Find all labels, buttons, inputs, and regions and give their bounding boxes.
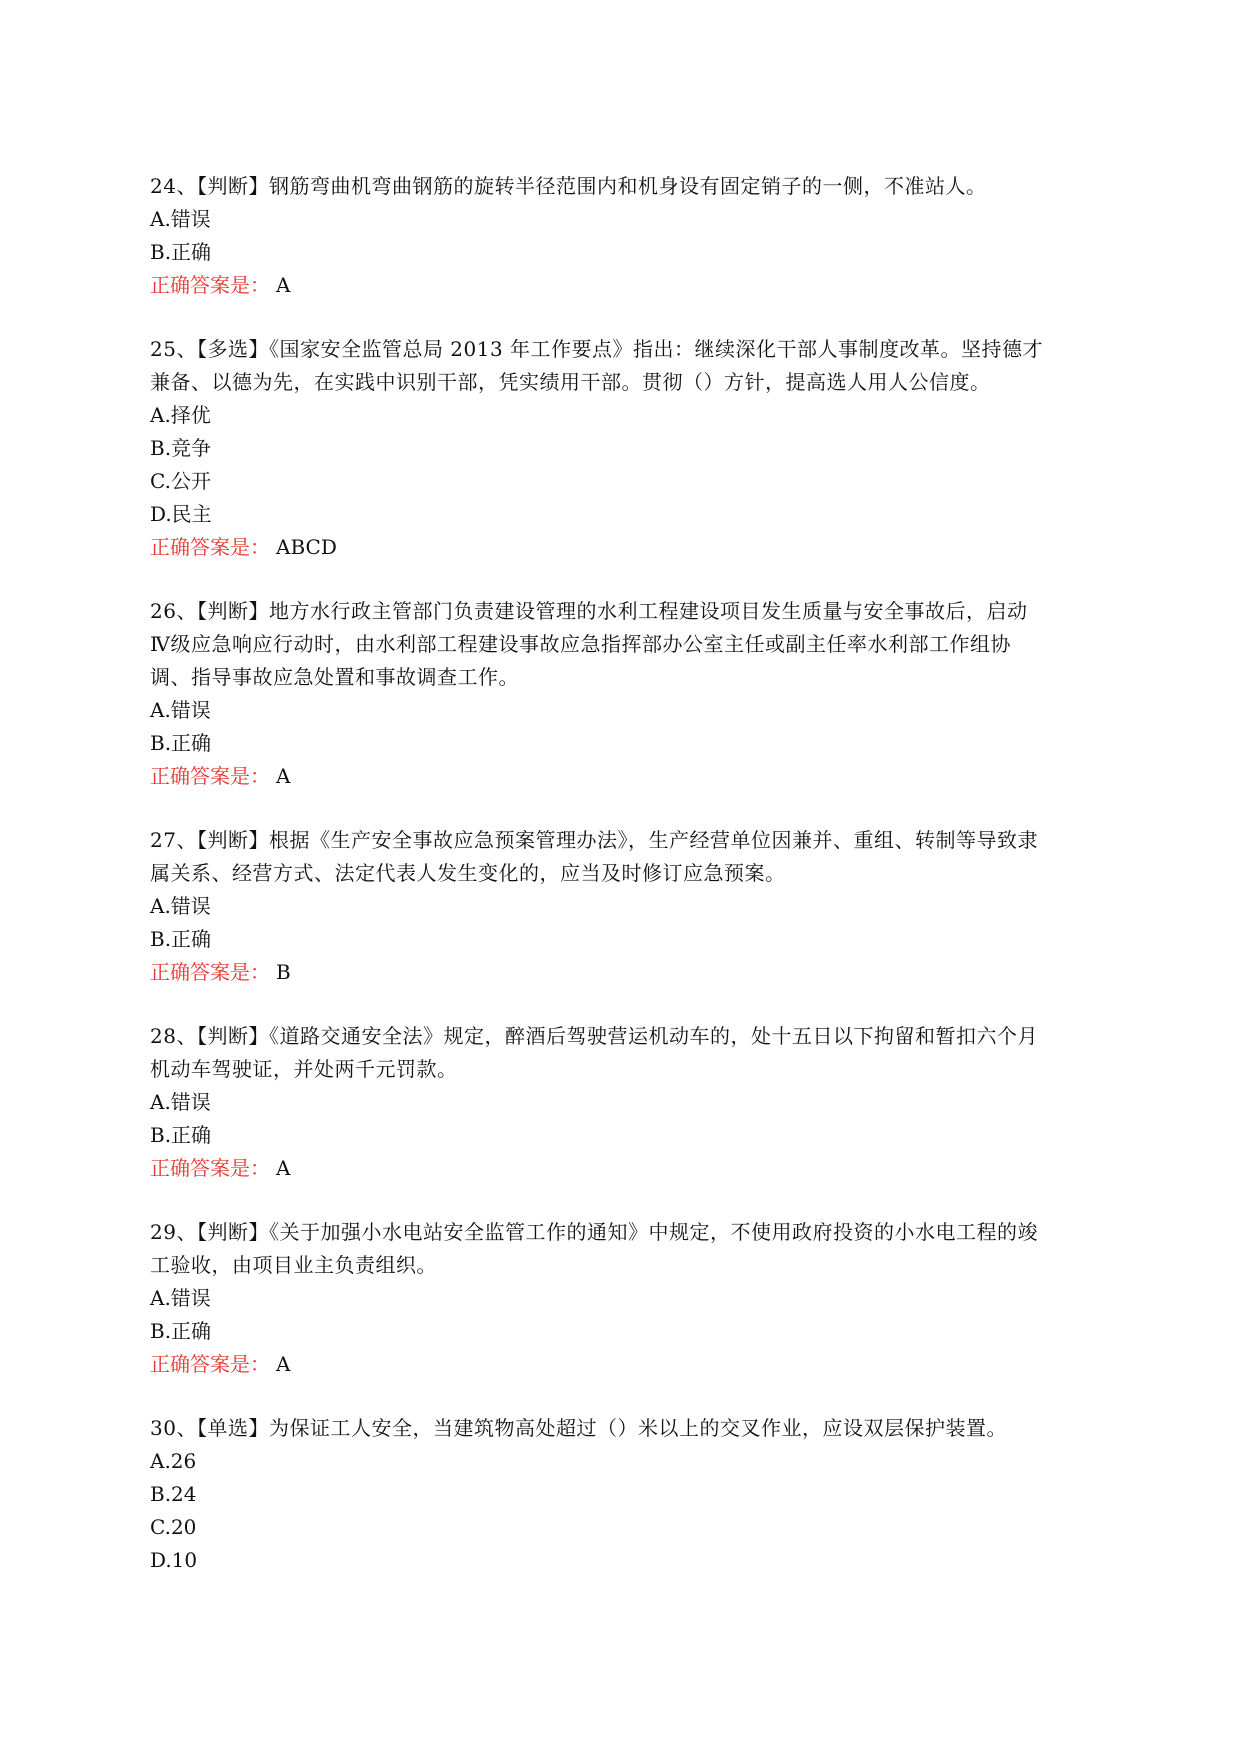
- question-stem-line: 30、【单选】为保证工人安全，当建筑物高处超过（）米以上的交叉作业，应设双层保护装置。: [150, 1416, 1007, 1440]
- option-a: A.择优: [150, 403, 211, 427]
- option-b: B.正确: [150, 1319, 212, 1343]
- option-a: A.错误: [150, 1286, 211, 1310]
- answer-label: 正确答案是：: [150, 535, 270, 559]
- question-stem-line: 28、【判断】《道路交通安全法》规定，醉酒后驾驶营运机动车的，处十五日以下拘留和暂扣六个月: [150, 1024, 1038, 1048]
- question-25: [150, 333, 1100, 564]
- option-b: B.正确: [150, 240, 212, 264]
- question-29: [150, 1216, 1100, 1381]
- option-c: C.公开: [150, 469, 211, 493]
- answer-label: 正确答案是：: [150, 960, 270, 984]
- correct-answer: [150, 269, 1100, 302]
- option-a: A.错误: [150, 698, 211, 722]
- correct-answer: [150, 1152, 1100, 1185]
- option-b: B.正确: [150, 1123, 212, 1147]
- answer-value: A: [276, 1352, 291, 1376]
- answer-value: A: [276, 1156, 291, 1180]
- question-stem-line: 24、【判断】钢筋弯曲机弯曲钢筋的旋转半径范围内和机身设有固定销子的一侧，不准站人。: [150, 174, 987, 198]
- option-d: D.10: [150, 1548, 198, 1572]
- option-c: C.20: [150, 1515, 197, 1539]
- correct-answer: [150, 1348, 1100, 1381]
- answer-value: A: [276, 273, 291, 297]
- question-30: [150, 1412, 1100, 1577]
- answer-label: 正确答案是：: [150, 764, 270, 788]
- question-stem-line: 25、【多选】《国家安全监管总局 2013 年工作要点》指出：继续深化干部人事制度改革。坚持德才: [150, 337, 1044, 361]
- document-page: [150, 170, 1100, 1608]
- question-stem-line: 29、【判断】《关于加强小水电站安全监管工作的通知》中规定，不使用政府投资的小水电工程的竣: [150, 1220, 1038, 1244]
- question-24: [150, 170, 1100, 302]
- answer-label: 正确答案是：: [150, 273, 270, 297]
- question-stem-line: 兼备、以德为先，在实践中识别干部，凭实绩用干部。贯彻（）方针，提高选人用人公信度。: [150, 370, 991, 394]
- correct-answer: [150, 956, 1100, 989]
- question-stem-line: 26、【判断】地方水行政主管部门负责建设管理的水利工程建设项目发生质量与安全事故后，启动: [150, 599, 1028, 623]
- answer-value: B: [276, 960, 291, 984]
- answer-label: 正确答案是：: [150, 1352, 270, 1376]
- option-b: B.竞争: [150, 436, 212, 460]
- answer-value: ABCD: [276, 535, 337, 559]
- question-26: [150, 595, 1100, 793]
- question-stem-line: 机动车驾驶证，并处两千元罚款。: [150, 1057, 458, 1081]
- answer-value: A: [276, 764, 291, 788]
- question-stem-line: 属关系、经营方式、法定代表人发生变化的，应当及时修订应急预案。: [150, 861, 786, 885]
- question-stem-line: 27、【判断】根据《生产安全事故应急预案管理办法》，生产经营单位因兼并、重组、转制等导致隶: [150, 828, 1038, 852]
- question-27: [150, 824, 1100, 989]
- option-a: A.错误: [150, 207, 211, 231]
- question-stem-line: 调、指导事故应急处置和事故调查工作。: [150, 665, 519, 689]
- option-d: D.民主: [150, 502, 212, 526]
- correct-answer: [150, 760, 1100, 793]
- answer-label: 正确答案是：: [150, 1156, 270, 1180]
- option-a: A.错误: [150, 894, 211, 918]
- question-stem-line: 工验收，由项目业主负责组织。: [150, 1253, 437, 1277]
- option-b: B.正确: [150, 731, 212, 755]
- option-b: B.24: [150, 1482, 197, 1506]
- option-b: B.正确: [150, 927, 212, 951]
- option-a: A.错误: [150, 1090, 211, 1114]
- option-a: A.26: [150, 1449, 197, 1473]
- correct-answer: [150, 531, 1100, 564]
- question-stem-line: Ⅳ级应急响应行动时，由水利部工程建设事故应急指挥部办公室主任或副主任率水利部工作组协: [150, 632, 1011, 656]
- question-28: [150, 1020, 1100, 1185]
